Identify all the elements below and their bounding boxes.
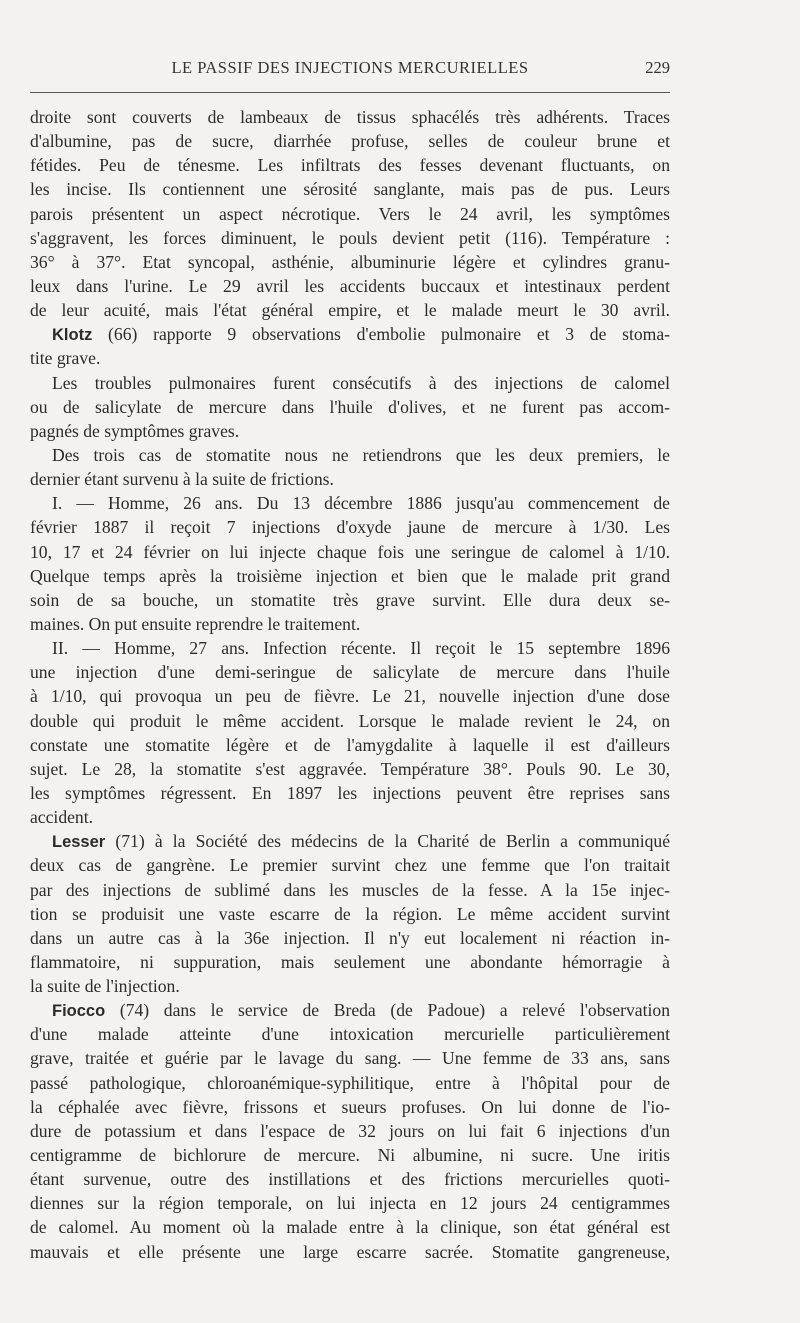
line-text: Quelque temps après la troisième injection et bien que le malade prit grand [30, 565, 670, 586]
text-line [30, 781, 670, 805]
line-text: soin de sa bouche, un stomatite très grave survint. Elle dura deux se- [30, 589, 670, 610]
text-line [30, 1143, 670, 1167]
text-line [30, 853, 670, 877]
line-text: (66) rapporte 9 observations d'embolie pulmonaire et 3 de stoma- [92, 324, 670, 345]
line-text: dans un autre cas à la 36e injection. Il n'y eut localement ni réaction in- [30, 927, 670, 948]
line-text: février 1887 il reçoit 7 injections d'oxyde jaune de mercure à 1/30. Les [30, 517, 670, 538]
line-text: diennes sur la région temporale, on lui injecta en 12 jours 24 centigrammes [30, 1193, 670, 1214]
text-line [30, 588, 670, 612]
text-line [30, 902, 670, 926]
line-text: de leur acuité, mais l'état général empire, et le malade meurt le 30 avril. [30, 300, 670, 321]
author-name: Klotz [52, 326, 93, 345]
running-header [30, 58, 670, 82]
text-line [30, 515, 670, 539]
line-text: une injection d'une demi-seringue de salicylate de mercure dans l'huile [30, 662, 670, 683]
text-line [30, 829, 670, 853]
text-line [30, 346, 670, 370]
text-line [30, 612, 670, 636]
text-line [30, 1046, 670, 1070]
line-text: ou de salicylate de mercure dans l'huile d'olives, et ne furent pas accom- [30, 396, 670, 417]
line-text: les incise. Ils contiennent une sérosité sanglante, mais pas de pus. Leurs [30, 179, 670, 200]
line-text: parois présentent un aspect nécrotique. Vers le 24 avril, les symptômes [30, 203, 670, 224]
text-line [30, 177, 670, 201]
line-text: sujet. Le 28, la stomatite s'est aggravée. Température 38°. Pouls 90. Le 30, [30, 758, 670, 779]
text-line [30, 998, 670, 1022]
line-text: (74) dans le service de Breda (de Padoue) a relevé l'observation [105, 1000, 670, 1021]
line-text: (71) à la Société des médecins de la Charité de Berlin a communiqué [105, 831, 670, 852]
text-line [30, 395, 670, 419]
text-line [30, 1167, 670, 1191]
text-line [30, 636, 670, 660]
line-text: d'une malade atteinte d'une intoxication mercurielle particulièrement [30, 1024, 670, 1045]
text-line [30, 371, 670, 395]
text-line [30, 443, 670, 467]
line-text: la céphalée avec fièvre, frissons et sueurs profuses. On lui donne de l'io- [30, 1096, 670, 1117]
text-line [30, 274, 670, 298]
text-line [30, 757, 670, 781]
text-line [30, 878, 670, 902]
line-text: deux cas de gangrène. Le premier survint chez une femme que l'on traitait [30, 855, 670, 876]
text-line [30, 491, 670, 515]
text-line [30, 226, 670, 250]
line-text: tion se produisit une vaste escarre de la région. Le même accident survint [30, 903, 670, 924]
text-line [30, 153, 670, 177]
line-text: fétides. Peu de ténesme. Les infiltrats des fesses devenant fluctuants, on [30, 155, 670, 176]
line-text: II. — Homme, 27 ans. Infection récente. Il reçoit le 15 septembre 1896 [52, 638, 670, 659]
text-line [30, 974, 670, 998]
line-text: constate une stomatite légère et de l'amygdalite à laquelle il est d'ailleurs [30, 734, 670, 755]
line-text: Les troubles pulmonaires furent consécutifs à des injections de calomel [52, 372, 670, 393]
text-line [30, 1022, 670, 1046]
text-line [30, 540, 670, 564]
page-number: 229 [645, 58, 670, 77]
text-line [30, 1240, 670, 1264]
line-text: 10, 17 et 24 février on lui injecte chaque fois une seringue de calomel à 1/10. [30, 541, 670, 562]
line-text: pagnés de symptômes graves. [30, 420, 240, 441]
line-text: tite grave. [30, 348, 101, 369]
body-text [30, 105, 670, 1264]
line-text: Des trois cas de stomatite nous ne retiendrons que les deux premiers, le [52, 444, 670, 465]
line-text: grave, traitée et guérie par le lavage du sang. — Une femme de 33 ans, sans [30, 1048, 670, 1069]
text-line [30, 1095, 670, 1119]
line-text: centigramme de bichlorure de mercure. Ni albumine, ni sucre. Une iritis [30, 1145, 670, 1166]
text-line [30, 564, 670, 588]
text-line [30, 1119, 670, 1143]
text-line [30, 709, 670, 733]
line-text: les symptômes régressent. En 1897 les injections peuvent être reprises sans [30, 782, 670, 803]
text-line [30, 733, 670, 757]
text-line [30, 950, 670, 974]
text-line [30, 105, 670, 129]
line-text: étant survenue, outre des instillations et des frictions mercurielles quoti- [30, 1169, 670, 1190]
line-text: d'albumine, pas de sucre, diarrhée profuse, selles de couleur brune et [30, 131, 670, 152]
line-text: passé pathologique, chloroanémique-syphilitique, entre à l'hôpital pour de [30, 1072, 670, 1093]
text-line [30, 926, 670, 950]
line-text: mauvais et elle présente une large escarre sacrée. Stomatite gangreneuse, [30, 1241, 670, 1262]
line-text: droite sont couverts de lambeaux de tissus sphacélés très adhérents. Traces [30, 107, 670, 127]
line-text: la suite de l'injection. [30, 976, 180, 997]
line-text: flammatoire, ni suppuration, mais seulement une abondante hémorragie à [30, 951, 670, 972]
text-line [30, 322, 670, 346]
text-line [30, 298, 670, 322]
text-line [30, 1191, 670, 1215]
line-text: s'aggravent, les forces diminuent, le pouls devient petit (116). Température : [30, 227, 670, 248]
author-name: Lesser [52, 833, 106, 852]
line-text: dernier étant survenu à la suite de frictions. [30, 469, 334, 490]
text-line [30, 805, 670, 829]
text-line [30, 467, 670, 491]
text-line [30, 129, 670, 153]
text-line [30, 660, 670, 684]
line-text: dure de potassium et dans l'espace de 32 jours on lui fait 6 injections d'un [30, 1120, 670, 1141]
line-text: leux dans l'urine. Le 29 avril les accidents buccaux et intestinaux perdent [30, 275, 670, 296]
line-text: à 1/10, qui provoqua un peu de fièvre. Le 21, nouvelle injection d'une dose [30, 686, 670, 707]
header-divider [30, 92, 670, 93]
text-line [30, 419, 670, 443]
text-line [30, 1071, 670, 1095]
text-line [30, 202, 670, 226]
line-text: 36° à 37°. Etat syncopal, asthénie, albuminurie légère et cylindres granu- [30, 251, 670, 272]
line-text: double qui produit le même accident. Lorsque le malade revient le 24, on [30, 710, 670, 731]
line-text: I. — Homme, 26 ans. Du 13 décembre 1886 jusqu'au commencement de [52, 493, 670, 514]
line-text: de calomel. Au moment où la malade entre à la clinique, son état général est [30, 1217, 670, 1238]
line-text: maines. On put ensuite reprendre le traitement. [30, 613, 361, 634]
line-text: accident. [30, 807, 94, 828]
author-name: Fiocco [52, 1002, 106, 1021]
header-title: LE PASSIF DES INJECTIONS MERCURIELLES [171, 58, 529, 77]
text-line [30, 684, 670, 708]
line-text: par des injections de sublimé dans les muscles de la fesse. A la 15e injec- [30, 879, 670, 900]
text-line [30, 250, 670, 274]
text-line [30, 1215, 670, 1239]
